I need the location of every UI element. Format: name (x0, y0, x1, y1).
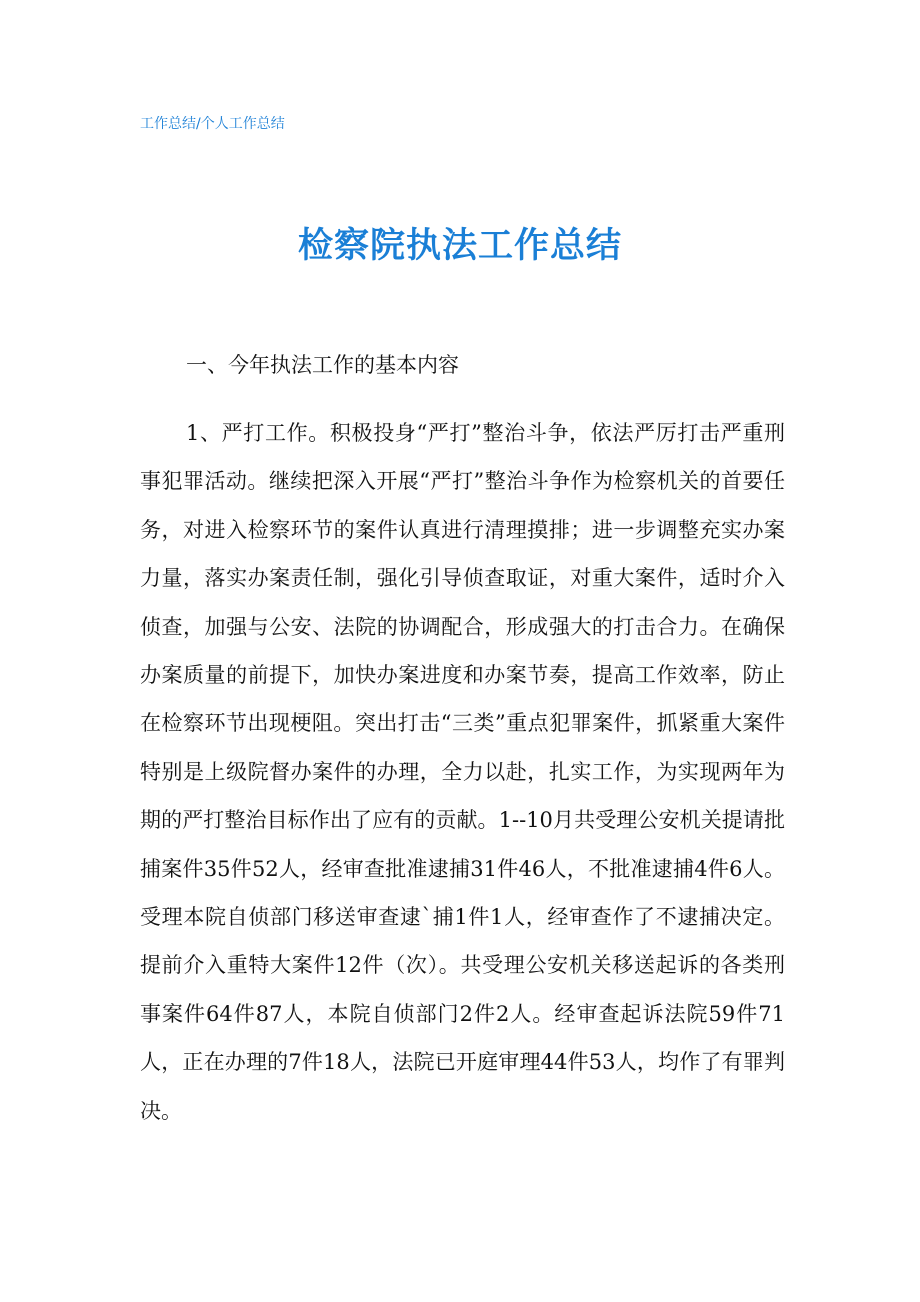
page-title: 检察院执法工作总结 (297, 226, 622, 266)
body-paragraph: 1、严打工作。积极投身“严打”整治斗争，依法严厉打击严重刑事犯罪活动。继续把深入开展“严打”整治斗争作为检察机关的首要任务，对进入检察环节的案件认真进行清理摸排；进一步调整充实办案力量，落实办案责任制，强化引导侦查取证，对重大案件，适时介入侦查，加强与公安、法院的协调配合，形成强大的打击合力。在确保办案质量的前提下，加快办案进度和办案节奏，提高工作效率，防止在检察环节出现梗阻。突出打击“三类”重点犯罪案件，抓紧重大案件特别是上级院督办案件的办理，全力以赴，扎实工作，为实现两年为期的严打整治目标作出了应有的贡献。1--10月共受理公安机关提请批捕案件35件52人，经审查批准逮捕31件46人，不批准逮捕4件6人。受理本院自侦部门移送审查逮`捕1件1人，经审查作了不逮捕决定。提前介入重特大案件12件（次）。共受理公安机关移送起诉的各类刑事案件64件87人，本院自侦部门2件2人。经审查起诉法院59件71人，正在办理的7件18人，法院已开庭审理44件53人，均作了有罪判决。 (140, 421, 785, 1123)
breadcrumb[interactable]: 工作总结/个人工作总结 (140, 116, 285, 132)
section-heading: 一、今年执法工作的基本内容 (186, 353, 459, 377)
